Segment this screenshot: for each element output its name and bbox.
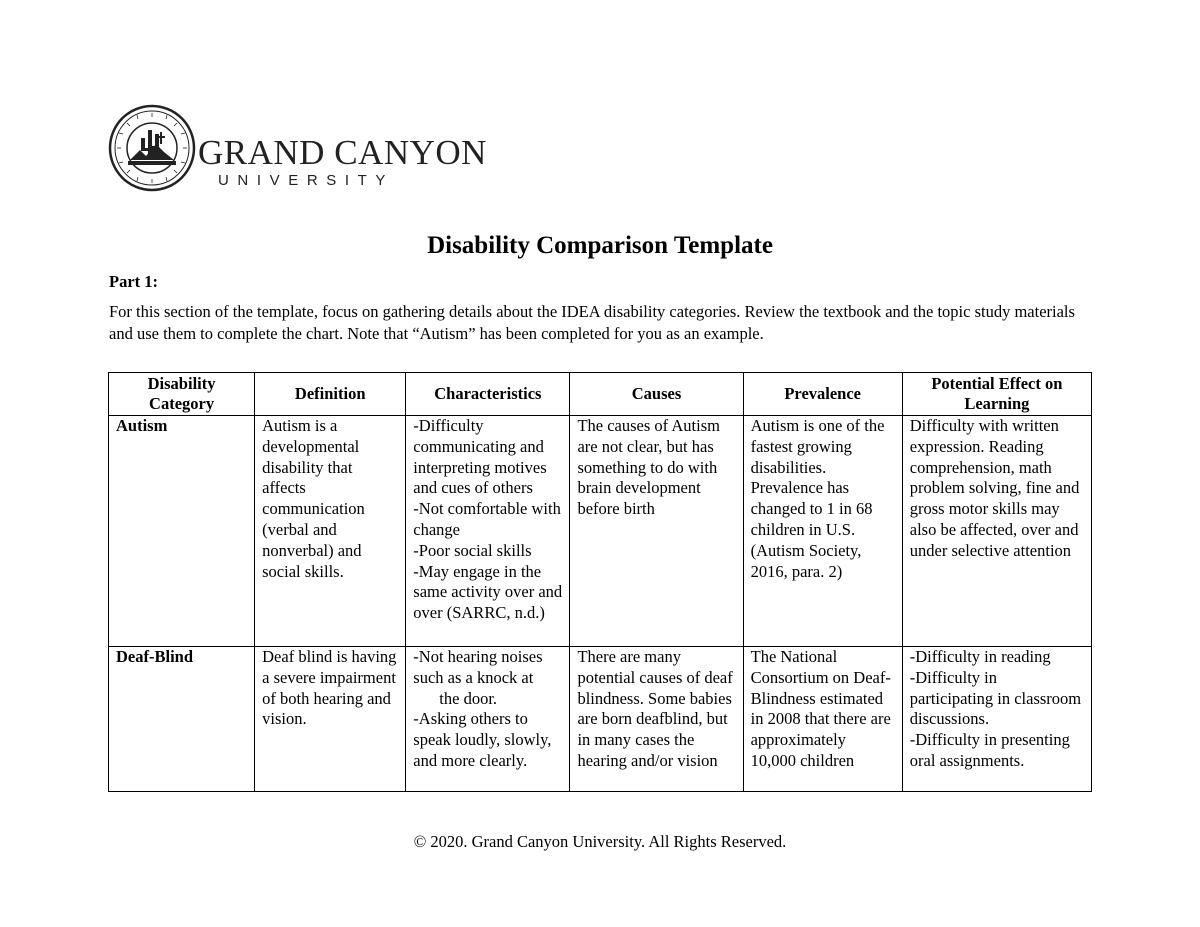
table-row <box>109 647 1092 792</box>
definition-cell: Autism is a developmental disability that affects communication (verbal and nonverbal) and social skills. <box>255 416 406 647</box>
causes-cell: There are many potential causes of deaf blindness. Some babies are born deafblind, but in many cases the hearing and/or vision <box>570 647 743 792</box>
causes-cell: The causes of Autism are not clear, but has something to do with brain development before birth <box>570 416 743 647</box>
effect-item: -Difficulty in reading <box>909 647 1051 666</box>
copyright-footer: © 2020. Grand Canyon University. All Rights Reserved. <box>413 832 787 851</box>
table-row <box>109 416 1092 647</box>
effect-item: -Difficulty in participating in classroom discussions. <box>909 667 1082 729</box>
header-definition: Definition <box>255 373 406 416</box>
characteristics-item: -Difficulty communicating and interpreting motives and cues of others <box>413 416 547 498</box>
category-cell: Deaf-Blind <box>109 647 255 792</box>
characteristics-item: -Asking others to speak loudly, slowly, and more clearly. <box>413 709 552 770</box>
table-header-row <box>109 373 1092 416</box>
characteristics-cell <box>406 647 570 792</box>
effect-item: -Difficulty in presenting oral assignments. <box>909 730 1070 770</box>
page-title: Disability Comparison Template <box>427 232 773 259</box>
characteristics-item: the door. <box>439 688 498 708</box>
wordmark-line1: GRAND CANYON <box>198 133 487 172</box>
intro-paragraph: For this section of the template, focus on gathering details about the IDEA disability categories. Review the textbook and the topic study materials and use them to complete the chart. Note that “Autism” has been completed for you as an example. <box>109 302 1075 343</box>
characteristics-item: -May engage in the same activity over and over (SARRC, n.d.) <box>413 561 563 623</box>
definition-cell: Deaf blind is having a severe impairment of both hearing and vision. <box>255 647 406 792</box>
characteristics-item: -Not hearing noises such as a knock at <box>413 647 543 687</box>
header-prevalence: Prevalence <box>743 373 902 416</box>
header-characteristics: Characteristics <box>406 373 570 416</box>
header-causes: Causes <box>570 373 743 416</box>
university-seal-icon <box>108 104 196 192</box>
wordmark-line2: UNIVERSITY <box>218 172 395 189</box>
characteristics-item: -Not comfortable with change <box>413 499 561 539</box>
characteristics-item: -Poor social skills <box>413 540 532 560</box>
characteristics-cell <box>406 416 570 647</box>
comparison-table <box>108 372 1092 792</box>
header-disability-category: Disability Category <box>109 373 255 416</box>
category-cell: Autism <box>109 416 255 647</box>
effect-cell <box>902 416 1091 647</box>
header-potential-effect: Potential Effect on Learning <box>902 373 1091 416</box>
university-wordmark <box>198 134 487 190</box>
prevalence-cell: Autism is one of the fastest growing disabilities. Prevalence has changed to 1 in 68 children in U.S. (Autism Society, 2016, para. 2) <box>743 416 902 647</box>
prevalence-cell: The National Consortium on Deaf-Blindness estimated in 2008 that there are approximately 10,000 children <box>743 647 902 792</box>
effect-cell <box>902 647 1091 792</box>
part-label: Part 1: <box>109 272 159 291</box>
effect-item: Difficulty with written expression. Reading comprehension, math problem solving, fine and gross motor skills may also be affected, over and under selective attention <box>909 416 1080 560</box>
